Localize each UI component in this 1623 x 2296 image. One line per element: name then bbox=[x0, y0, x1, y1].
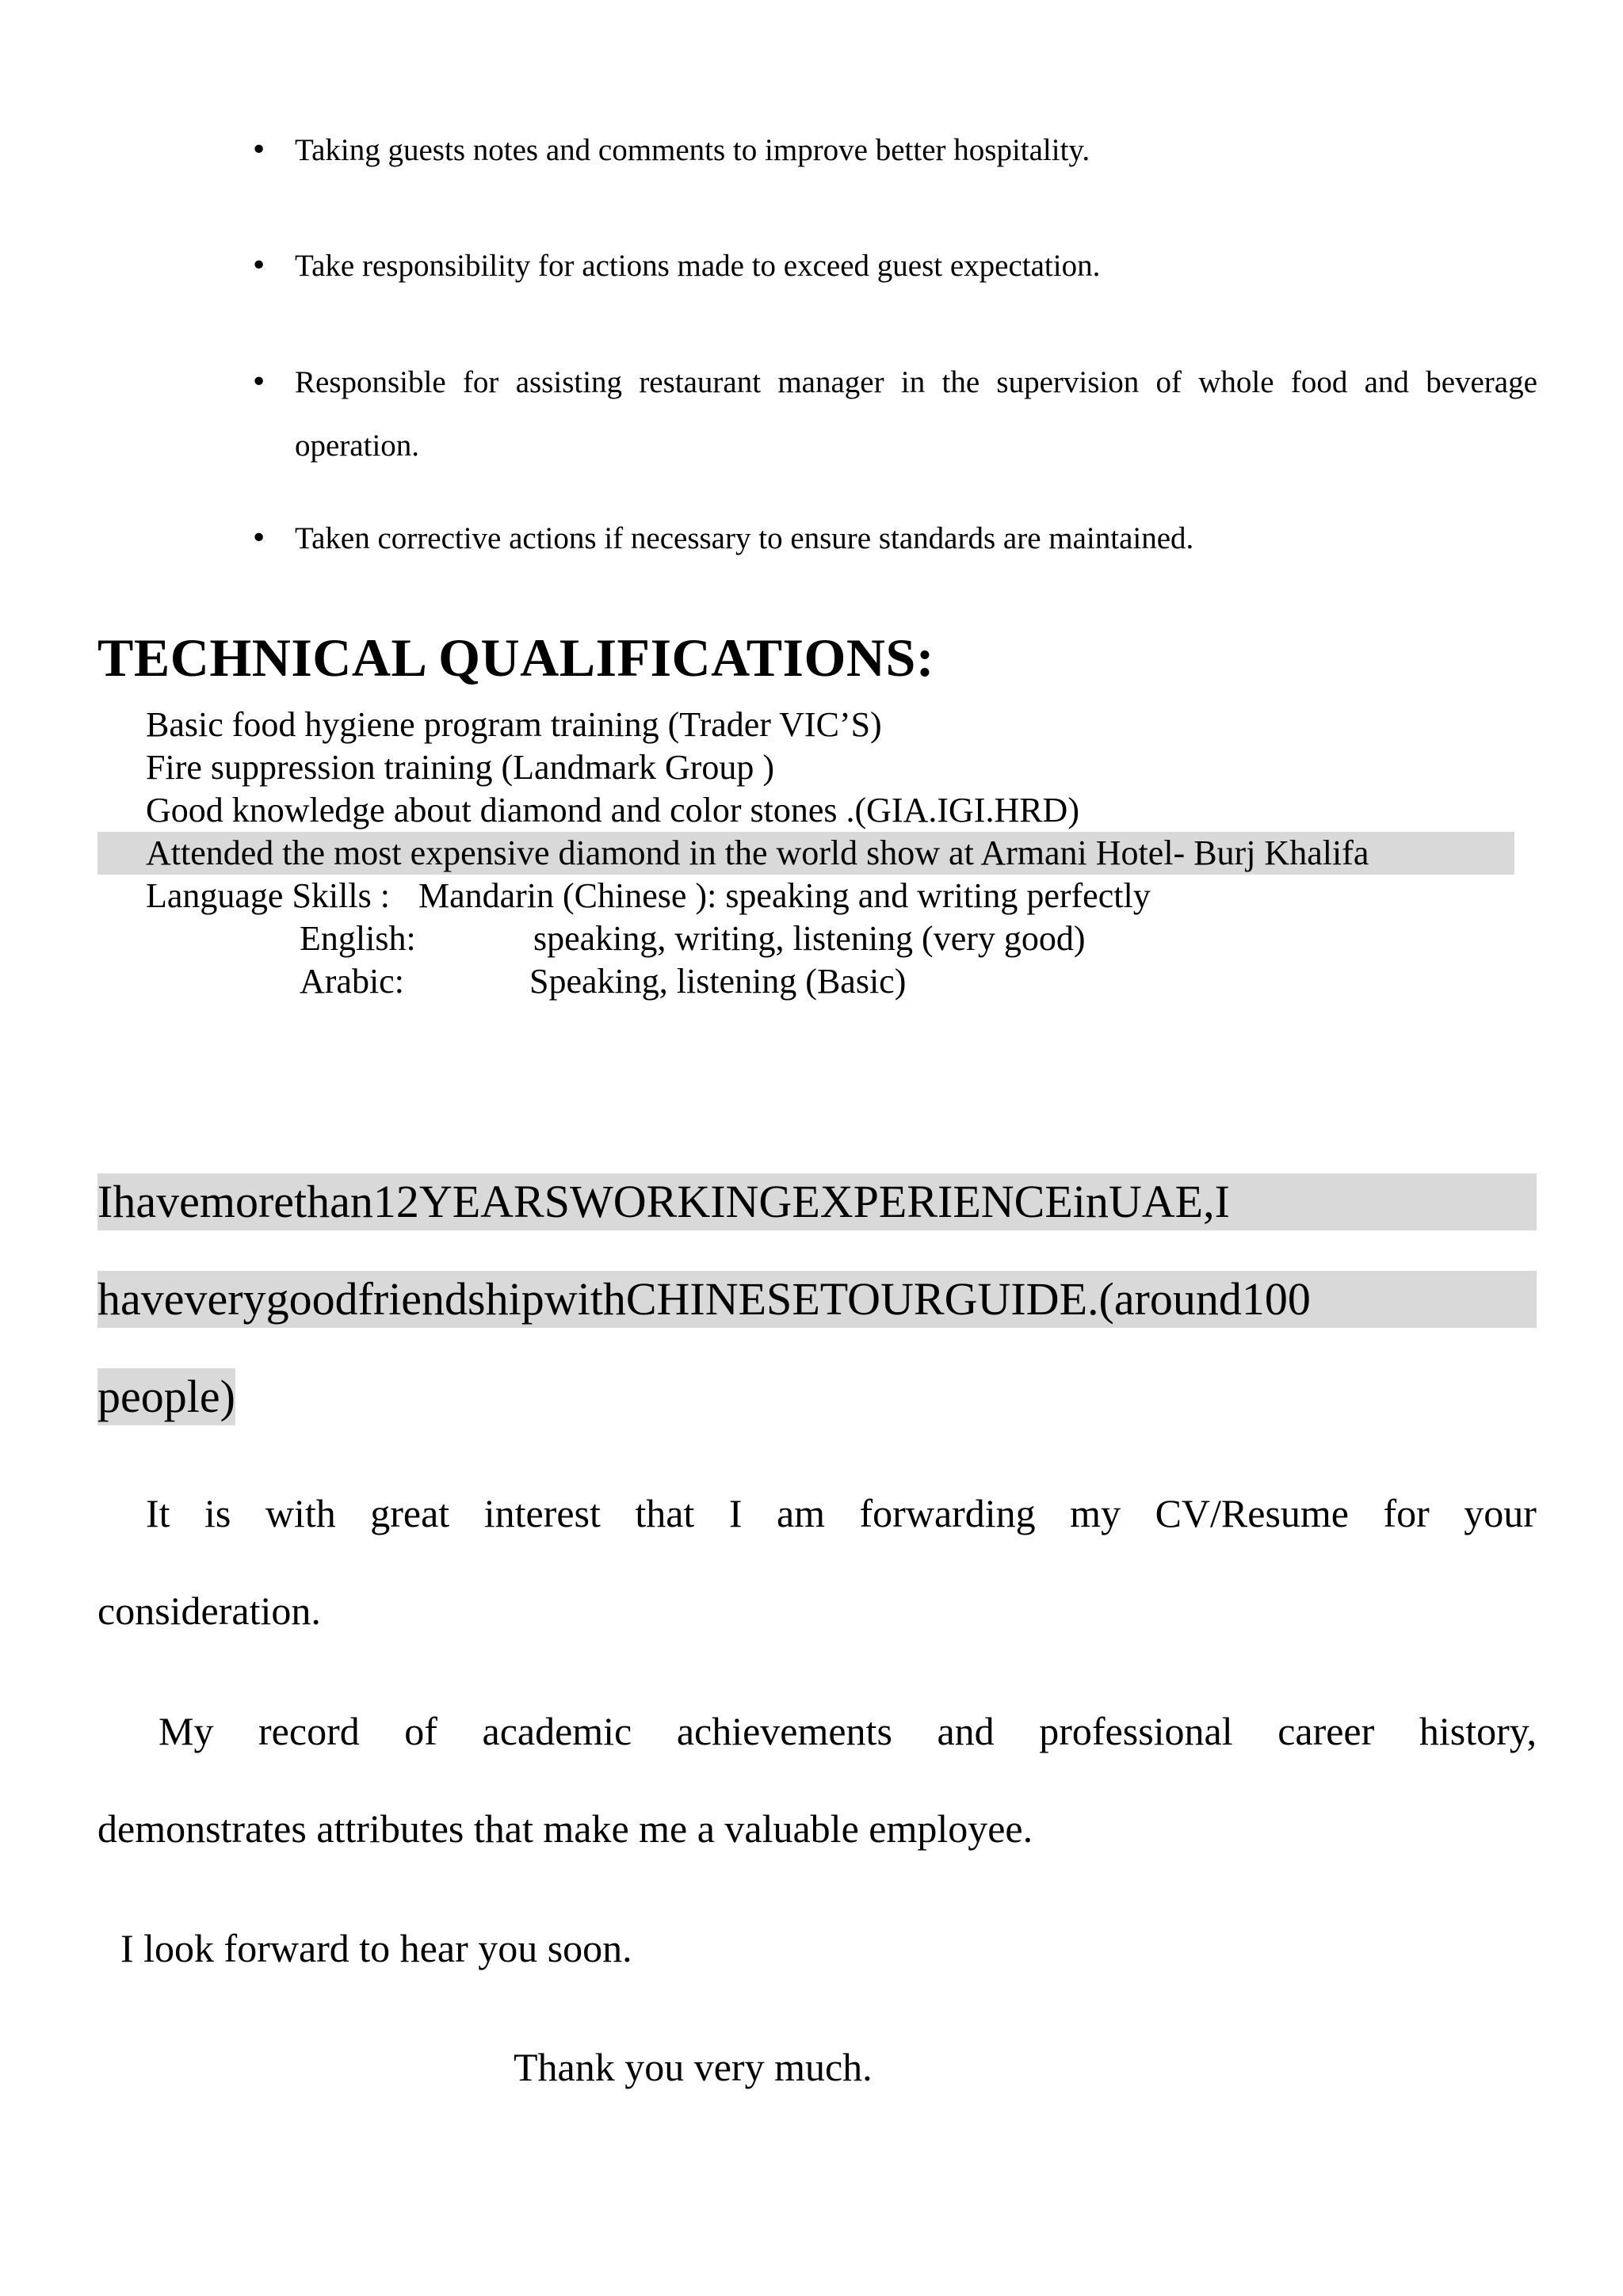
cover-paragraph-line bbox=[158, 1706, 1537, 1756]
word: I bbox=[1214, 1176, 1230, 1227]
word: am bbox=[776, 1491, 826, 1535]
bullet-icon: • bbox=[250, 366, 268, 399]
word: TOUR bbox=[819, 1273, 945, 1325]
word: assisting bbox=[515, 365, 623, 399]
word: I bbox=[728, 1491, 743, 1535]
word: is bbox=[204, 1491, 231, 1535]
word: history, bbox=[1419, 1709, 1537, 1753]
word: my bbox=[1070, 1491, 1121, 1535]
word: interest bbox=[483, 1491, 601, 1535]
word: CHINESE bbox=[625, 1273, 820, 1325]
word: professional bbox=[1039, 1709, 1233, 1753]
language-row bbox=[300, 917, 1086, 960]
word: of bbox=[404, 1709, 437, 1753]
bullet-icon: • bbox=[250, 134, 268, 166]
duty-bullet bbox=[250, 507, 1537, 570]
bullet-text: operation. bbox=[295, 429, 420, 463]
word: have bbox=[97, 1273, 185, 1325]
bullet-icon: • bbox=[250, 250, 268, 282]
language-label: Language Skills : bbox=[146, 876, 390, 915]
word: WORKING bbox=[570, 1176, 792, 1227]
section-heading: TECHNICAL QUALIFICATIONS: bbox=[97, 627, 934, 688]
cover-paragraph-line: demonstrates attributes that make me a valuable employee. bbox=[97, 1806, 1033, 1851]
language-level: speaking and writing perfectly bbox=[725, 876, 1151, 915]
word: beverage bbox=[1426, 365, 1537, 399]
duty-bullet bbox=[250, 119, 1537, 182]
word: supervision bbox=[996, 365, 1140, 399]
word: 12 bbox=[372, 1176, 419, 1227]
word: record bbox=[258, 1709, 360, 1753]
word: and bbox=[1364, 365, 1409, 399]
word: than bbox=[294, 1176, 373, 1227]
language-row bbox=[300, 960, 906, 1003]
summary-line bbox=[97, 1173, 1537, 1230]
word: food bbox=[1290, 365, 1348, 399]
summary-text: people) bbox=[97, 1368, 235, 1425]
word: Responsible bbox=[295, 365, 446, 399]
qualification-item: Basic food hygiene program training (Trader VIC’S) bbox=[146, 705, 882, 744]
language-level: Speaking, listening (Basic) bbox=[529, 962, 907, 1001]
word: in bbox=[900, 365, 926, 399]
summary-line bbox=[97, 1271, 1537, 1328]
word: forwarding bbox=[859, 1491, 1036, 1535]
word: good bbox=[265, 1273, 358, 1325]
bullet-text: Taken corrective actions if necessary to ensure standards are maintained. bbox=[295, 521, 1194, 555]
word: for bbox=[462, 365, 499, 399]
word: your bbox=[1464, 1491, 1537, 1535]
word: more bbox=[199, 1176, 294, 1227]
closing-line: I look forward to hear you soon. bbox=[120, 1926, 632, 1970]
word: (around bbox=[1098, 1273, 1242, 1325]
word: UAE, bbox=[1108, 1176, 1215, 1227]
word: YEARS bbox=[418, 1176, 571, 1227]
word: with bbox=[265, 1491, 336, 1535]
thank-you-line: Thank you very much. bbox=[514, 2045, 873, 2089]
word: in bbox=[1072, 1176, 1109, 1227]
qualification-item-highlighted: Attended the most expensive diamond in the world show at Armani Hotel- Burj Khalifa bbox=[146, 833, 1369, 872]
word: GUIDE. bbox=[944, 1273, 1099, 1325]
language-level: speaking, writing, listening (very good) bbox=[533, 919, 1086, 958]
word: the bbox=[941, 365, 980, 399]
bullet-text: Take responsibility for actions made to exceed guest expectation. bbox=[295, 249, 1101, 283]
bullet-justified-line bbox=[295, 351, 1537, 414]
summary-line bbox=[97, 1368, 1537, 1425]
bullet-text: Taking guests notes and comments to improve better hospitality. bbox=[295, 133, 1090, 167]
word: and bbox=[937, 1709, 995, 1753]
word: friendship bbox=[357, 1273, 544, 1325]
summary-text bbox=[97, 1173, 1537, 1230]
language-skills-row bbox=[146, 875, 1151, 917]
summary-text bbox=[97, 1271, 1537, 1328]
word: My bbox=[158, 1709, 214, 1753]
word: manager bbox=[777, 365, 884, 399]
word: career bbox=[1277, 1709, 1375, 1753]
word: very bbox=[184, 1273, 266, 1325]
word: with bbox=[544, 1273, 626, 1325]
word: restaurant bbox=[639, 365, 762, 399]
word: It bbox=[146, 1491, 170, 1535]
language-name: English: bbox=[300, 919, 416, 958]
qualification-item: Fire suppression training (Landmark Group ) bbox=[146, 748, 775, 787]
duty-bullet-continued bbox=[295, 414, 1537, 478]
word: that bbox=[635, 1491, 695, 1535]
duty-bullet bbox=[250, 235, 1537, 298]
word: academic bbox=[482, 1709, 632, 1753]
cover-paragraph-line bbox=[146, 1488, 1537, 1539]
duty-bullet bbox=[250, 351, 1537, 414]
word: great bbox=[370, 1491, 450, 1535]
cover-paragraph-line: consideration. bbox=[97, 1589, 321, 1633]
bullet-icon: • bbox=[250, 522, 268, 555]
qualification-item: Good knowledge about diamond and color stones .(GIA.IGI.HRD) bbox=[146, 791, 1079, 830]
word: for bbox=[1383, 1491, 1430, 1535]
word: of bbox=[1155, 365, 1182, 399]
language-name: Mandarin (Chinese ): bbox=[418, 876, 717, 915]
word: achievements bbox=[676, 1709, 892, 1753]
word: have bbox=[113, 1176, 200, 1227]
word: I bbox=[97, 1176, 113, 1227]
word: whole bbox=[1198, 365, 1274, 399]
word: CV/Resume bbox=[1155, 1491, 1349, 1535]
language-name: Arabic: bbox=[300, 962, 404, 1001]
word: EXPERIENCE bbox=[792, 1176, 1073, 1227]
word: 100 bbox=[1241, 1273, 1311, 1325]
